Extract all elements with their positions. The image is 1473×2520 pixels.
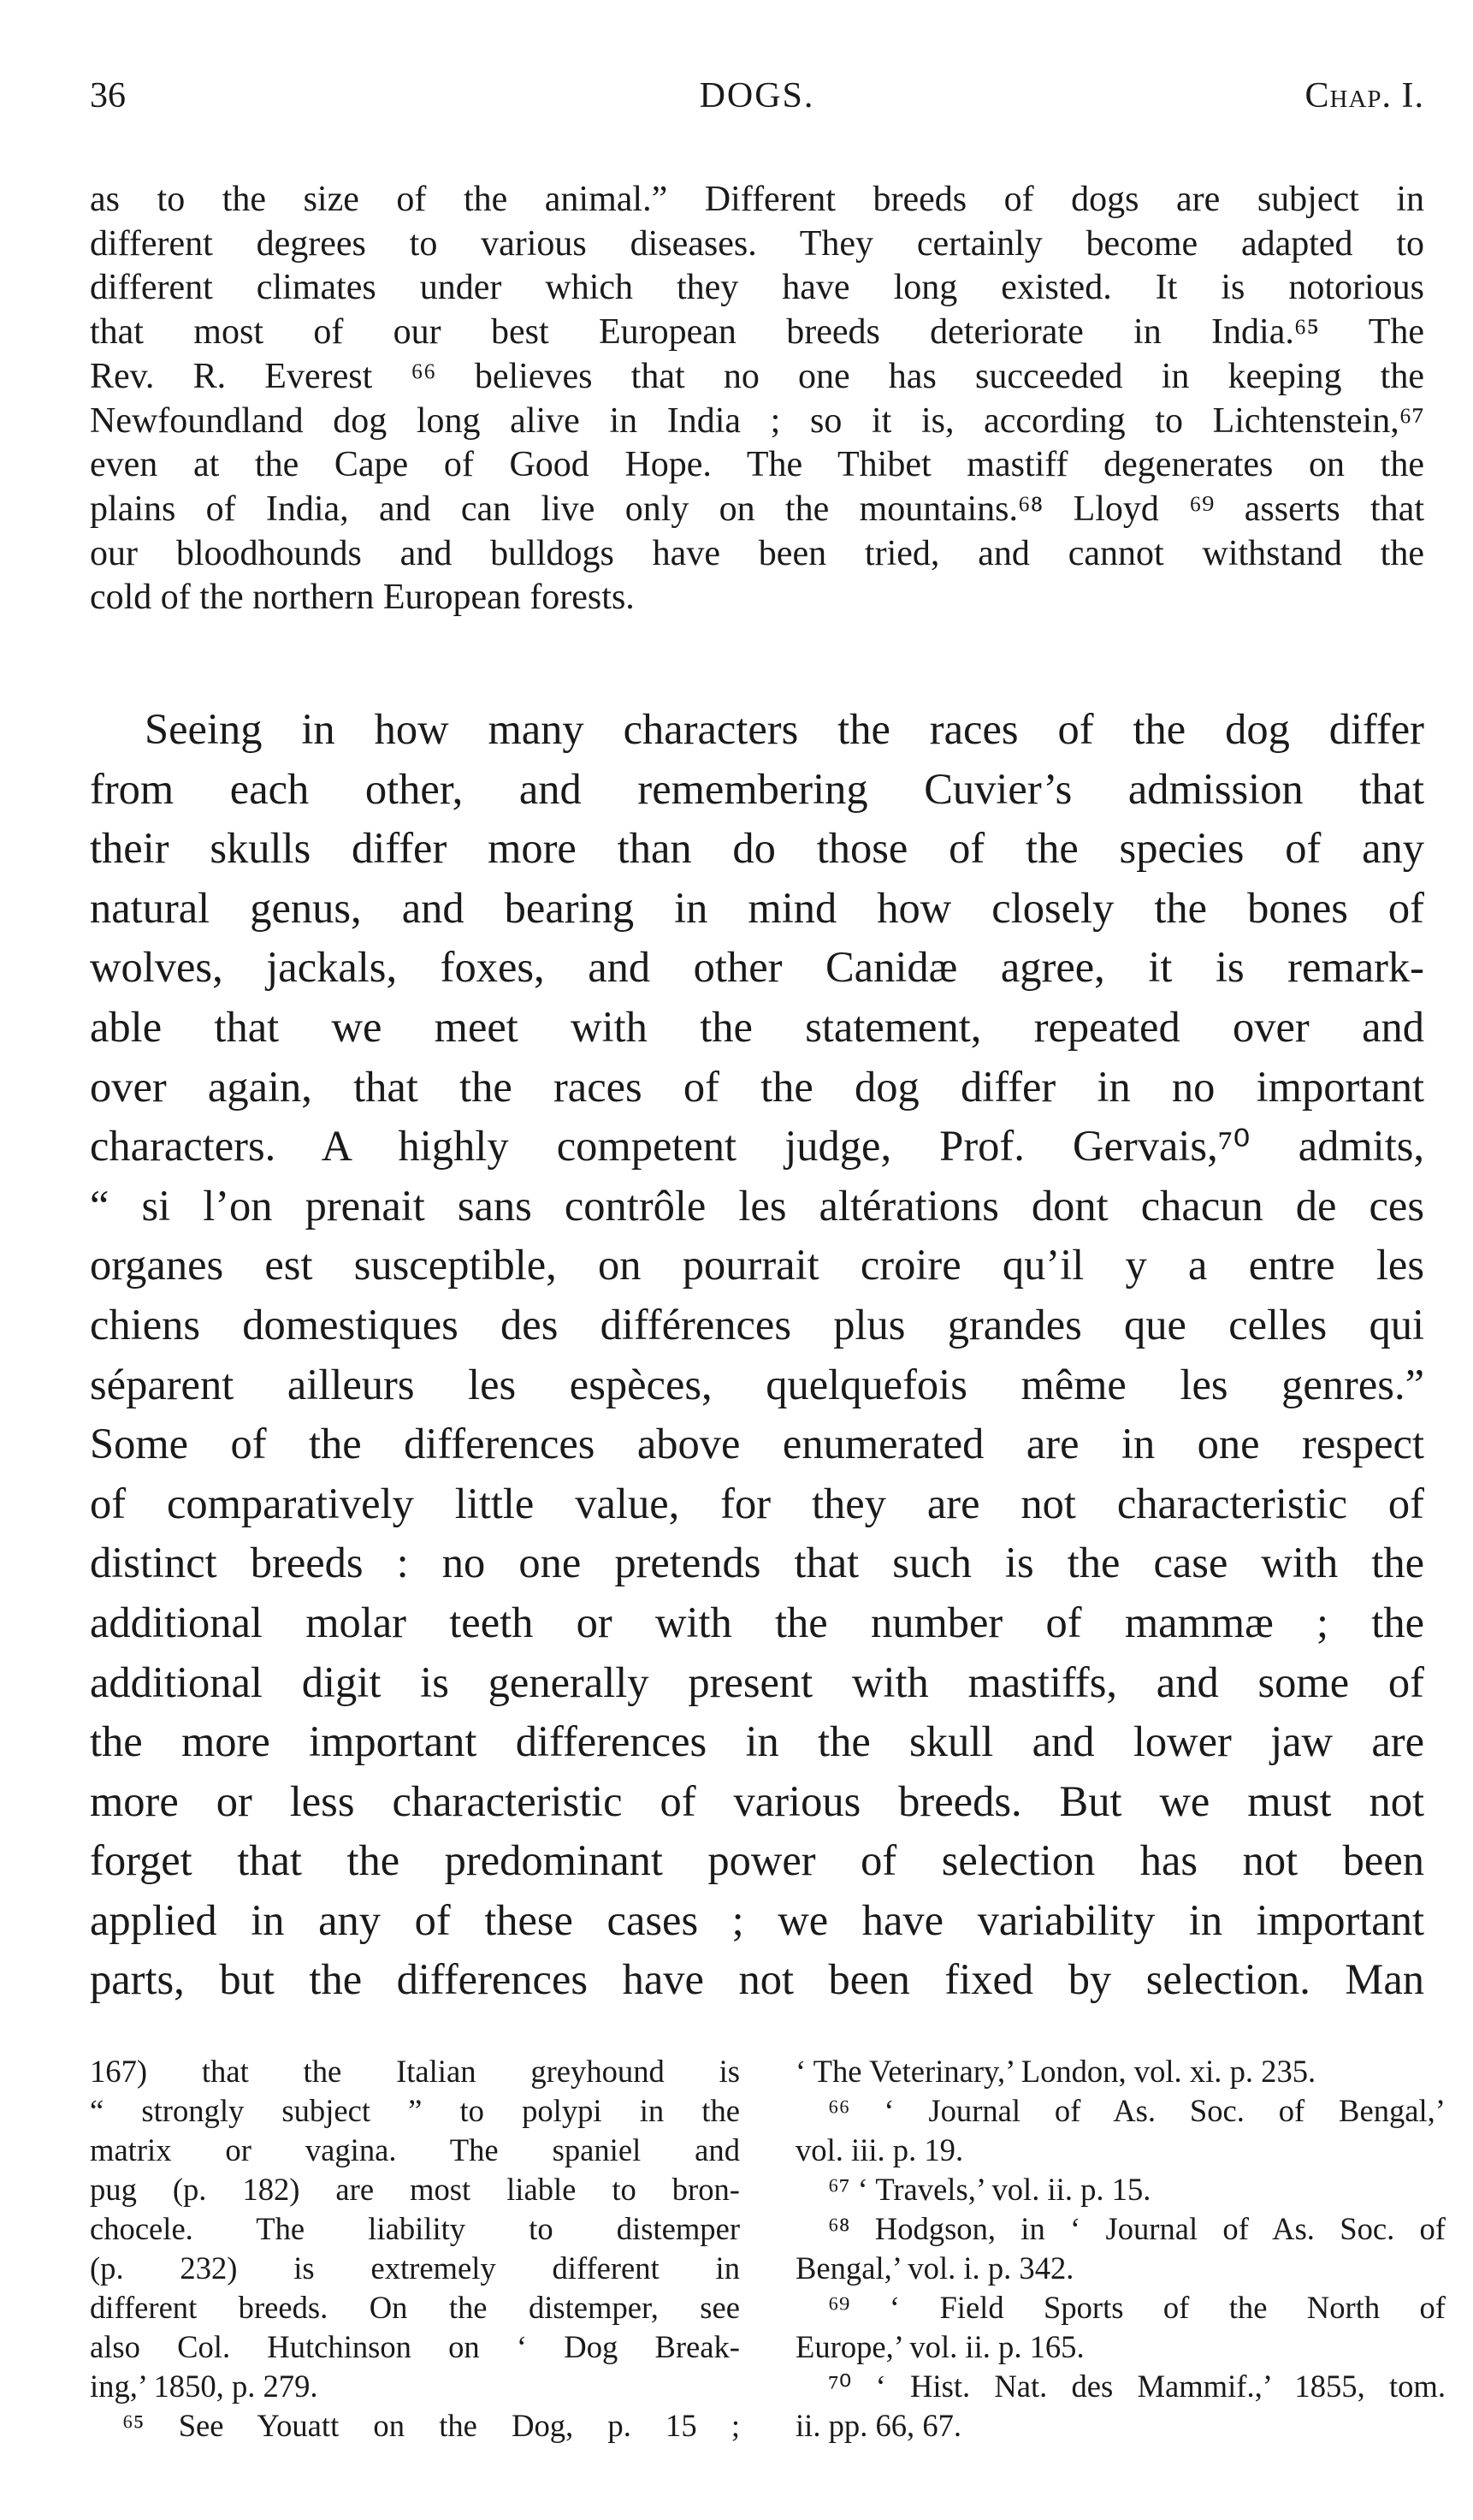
text-line: different degrees to various diseases. They certainly become adapted to [90, 223, 1424, 264]
text-line: as to the size of the animal.” Different breeds of dogs are subject in [90, 180, 1424, 219]
footnote-line: ‘ The Veterinary,’ London, vol. xi. p. 235. [796, 2054, 1316, 2089]
footnotes-right-column [796, 2052, 1446, 2446]
text-line: of comparatively little value, for they are not characteristic of [90, 1479, 1424, 1527]
footnote-line: ing,’ 1850, p. 279. [90, 2369, 318, 2404]
text-line: parts, but the differences have not been fixed by selection. Man [90, 1955, 1424, 2004]
text-line: characters. A highly competent judge, Prof. Gervais,⁷⁰ admits, [90, 1122, 1424, 1171]
footnote-line: 167) that the Italian greyhound is [90, 2054, 740, 2089]
text-line: our bloodhounds and bulldogs have been tried, and cannot withstand the [90, 533, 1424, 573]
footnote-line: ⁷⁰ ‘ Hist. Nat. des Mammif.,’ 1855, tom. [828, 2369, 1446, 2404]
footnote-line: ⁶⁶ ‘ Journal of As. Soc. of Bengal,’ [828, 2093, 1446, 2128]
footnote-line: also Col. Hutchinson on ‘ Dog Break- [90, 2329, 740, 2364]
footnote-line: vol. iii. p. 19. [796, 2132, 964, 2167]
text-line: séparent ailleurs les espèces, quelquefois même les genres.” [90, 1360, 1424, 1408]
main-paragraph [90, 700, 1424, 2010]
text-line: cold of the northern European forests. [90, 578, 635, 618]
footnote-line: ⁶⁷ ‘ Travels,’ vol. ii. p. 15. [828, 2172, 1151, 2207]
footnote-line: matrix or vagina. The spaniel and [90, 2132, 740, 2167]
text-line: chiens domestiques des différences plus grandes que celles qui [90, 1300, 1424, 1349]
text-line: Newfoundland dog long alive in India ; so it is, according to Lichtenstein,⁶⁷ [90, 400, 1424, 441]
footnote-line: pug (p. 182) are most liable to bron- [90, 2172, 740, 2207]
text-line: natural genus, and bearing in mind how closely the bones of [90, 883, 1424, 932]
running-head [90, 75, 1424, 127]
footnote-line: ii. pp. 66, 67. [796, 2408, 962, 2443]
footnote-line: different breeds. On the distemper, see [90, 2290, 740, 2325]
text-line: wolves, jackals, foxes, and other Canidæ agree, it is remark- [90, 943, 1424, 992]
text-line: Seeing in how many characters the races of the dog differ [145, 705, 1424, 753]
page-number: 36 [90, 76, 126, 116]
chapter-label: Chap. I. [1304, 76, 1424, 116]
footnotes-left-column [90, 2052, 740, 2446]
text-line: their skulls differ more than do those of the species of any [90, 824, 1424, 873]
text-line: more or less characteristic of various breeds. But we must not [90, 1776, 1424, 1825]
text-line: different climates under which they have long existed. It is notorious [90, 268, 1424, 308]
text-line: even at the Cape of Good Hope. The Thibet mastiff degenerates on the [90, 445, 1424, 485]
footnote-line: ⁶⁹ ‘ Field Sports of the North of [828, 2290, 1446, 2325]
text-line: that most of our best European breeds deteriorate in India.⁶⁵ The [90, 312, 1424, 353]
text-line: Some of the differences above enumerated are in one respect [90, 1420, 1424, 1468]
text-line: applied in any of these cases ; we have variability in important [90, 1895, 1424, 1944]
text-line: the more important differences in the skull and lower jaw are [90, 1717, 1424, 1766]
text-line: from each other, and remembering Cuvier’s admission that [90, 764, 1424, 813]
footnote-line: ⁶⁸ Hodgson, in ‘ Journal of As. Soc. of [828, 2211, 1446, 2246]
text-line: “ si l’on prenait sans contrôle les altérations dont chacun de ces [90, 1181, 1424, 1230]
text-line: additional molar teeth or with the number of mammæ ; the [90, 1598, 1424, 1646]
footnote-line: ⁶⁵ See Youatt on the Dog, p. 15 ; [122, 2408, 740, 2443]
text-line: organes est susceptible, on pourrait croire qu’il y a entre les [90, 1241, 1424, 1290]
footnote-line: Bengal,’ vol. i. p. 342. [796, 2250, 1074, 2286]
footnote-line: “ strongly subject ” to polypi in the [90, 2093, 740, 2128]
running-title: DOGS. [699, 76, 815, 116]
small-print-paragraph [90, 178, 1424, 620]
text-line: over again, that the races of the dog differ in no important [90, 1062, 1424, 1111]
text-line: additional digit is generally present with mastiffs, and some of [90, 1657, 1424, 1706]
text-line: Rev. R. Everest ⁶⁶ believes that no one has succeeded in keeping the [90, 356, 1424, 396]
footnote-line: (p. 232) is extremely different in [90, 2250, 740, 2286]
text-line: plains of India, and can live only on the mountains.⁶⁸ Lloyd ⁶⁹ asserts that [90, 489, 1424, 529]
text-line: able that we meet with the statement, repeated over and [90, 1002, 1424, 1051]
footnote-line: chocele. The liability to distemper [90, 2211, 740, 2246]
text-line: forget that the predominant power of selection has not been [90, 1836, 1424, 1885]
text-line: distinct breeds : no one pretends that such is the case with the [90, 1539, 1424, 1587]
footnote-line: Europe,’ vol. ii. p. 165. [796, 2329, 1085, 2364]
